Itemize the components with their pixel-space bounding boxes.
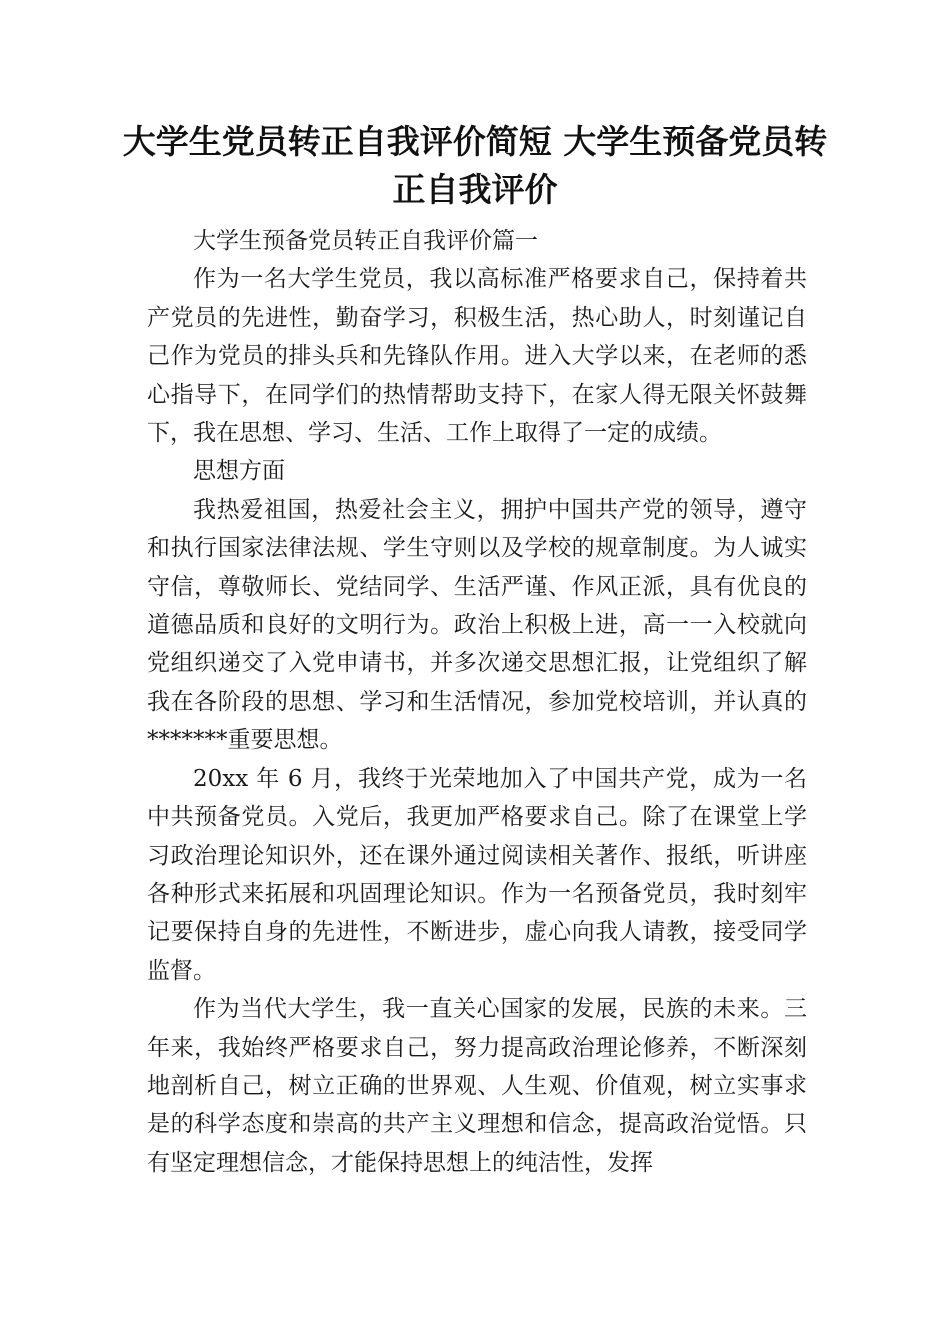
document-body [147,222,807,1182]
paragraph-contemporary-student: 作为当代大学生，我一直关心国家的发展，民族的未来。三年来，我始终严格要求自己，努力提高政治理论修养，不断深刻地剖析自己，树立正确的世界观、人生观、价值观，树立实事求是的科学态度和崇高的共产主义理想和信念，提高政治觉悟。只有坚定理想信念，才能保持思想上的纯洁性，发挥 [147,996,807,1176]
paragraph-joining-party: 20xx 年 6 月，我终于光荣地加入了中国共产党，成为一名中共预备党员。入党后，我更加严格要求自己。除了在课堂上学习政治理论知识外，还在课外通过阅读相关著作、报纸，听讲座各种形式来拓展和巩固理论知识。作为一名预备党员，我时刻牢记要保持自身的先进性，不断进步，虚心向我人请教，接受同学监督。 [147,765,807,984]
section-heading-thought: 思想方面 [193,458,285,485]
paragraph-subtitle: 大学生预备党员转正自我评价篇一 [193,228,538,254]
document-title: 大学生党员转正自我评价简短 大学生预备党员转正自我评价 [122,122,828,209]
paragraph-intro: 作为一名大学生党员，我以高标准严格要求自己，保持着共产党员的先进性，勤奋学习，积极生活，热心助人，时刻谨记自己作为党员的排头兵和先锋队作用。进入大学以来，在老师的悉心指导下，在同学们的热情帮助支持下，在家人得无限关怀鼓舞下，我在思想、学习、生活、工作上取得了一定的成绩。 [147,266,807,447]
paragraph-thought: 我热爱祖国，热爱社会主义，拥护中国共产党的领导，遵守和执行国家法律法规、学生守则以及学校的规章制度。为人诚实守信，尊敬师长、党结同学、生活严谨、作风正派，具有优良的道德品质和良好的文明行为。政治上积极上进，高一一入校就向党组织递交了入党申请书，并多次递交思想汇报，让党组织了解我在各阶段的思想、学习和生活情况，参加党校培训，并认真的*******重要思想。 [147,496,807,754]
